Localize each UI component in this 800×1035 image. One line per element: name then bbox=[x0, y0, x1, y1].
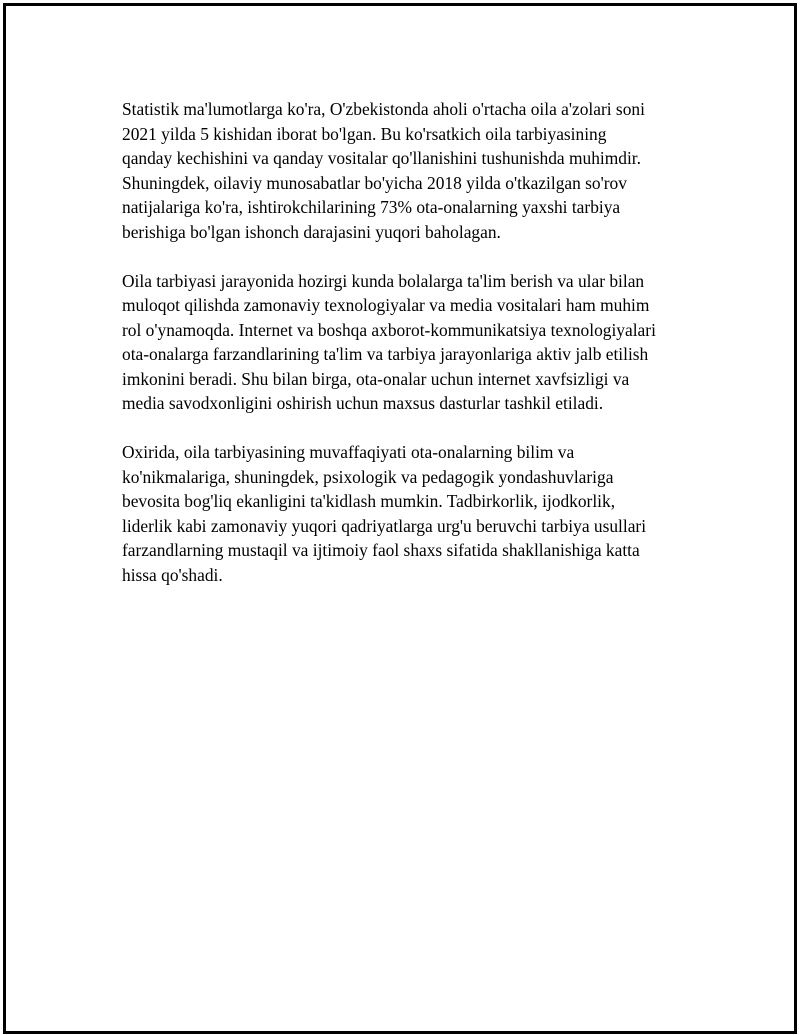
page-frame bbox=[3, 3, 797, 1034]
paragraph-conclusion: Oxirida, oila tarbiyasining muvaffaqiyati ota-onalarning bilim va ko'nikmalariga, shuningdek, psixologik va pedagogik yondashuvlariga bevosita bog'liq ekanligini ta'kidlash mumkin. Tadbirkorlik, ijodkorlik, liderlik kabi zamonaviy yuqori qadriyatlarga urg'u beruvchi tarbiya usullari farzandlarning mustaqil va ijtimoiy faol shaxs sifatida shakllanishiga katta hissa qo'shadi. bbox=[122, 442, 647, 585]
document-body bbox=[122, 97, 712, 612]
paragraph-family-statistics: Statistik ma'lumotlarga ko'ra, O'zbekistonda aholi o'rtacha oila a'zolari soni 2021 yilda 5 kishidan iborat bo'lgan. Bu ko'rsatkich oila tarbiyasining qanday kechishini va qanday vositalar qo'llanishini tushunishda muhimdir. Shuningdek, oilaviy munosabatlar bo'yicha 2018 yilda o'tkazilgan so'rov natijalariga ko'ra, ishtirokchilarining 73% ota-onalarning yaxshi tarbiya berishiga bo'lgan ishonch darajasini yuqori baholagan. bbox=[122, 99, 645, 242]
paragraph-technology-media: Oila tarbiyasi jarayonida hozirgi kunda bolalarga ta'lim berish va ular bilan muloqot qilishda zamonaviy texnologiyalar va media vositalari ham muhim rol o'ynamoqda. Internet va boshqa axborot-kommunikatsiya texnologiyalari ota-onalarga farzandlarining ta'lim va tarbiya jarayonlariga aktiv jalb etilish imkonini beradi. Shu bilan birga, ota-onalar uchun internet xavfsizligi va media savodxonligini oshirish uchun maxsus dasturlar tashkil etiladi. bbox=[122, 270, 656, 413]
